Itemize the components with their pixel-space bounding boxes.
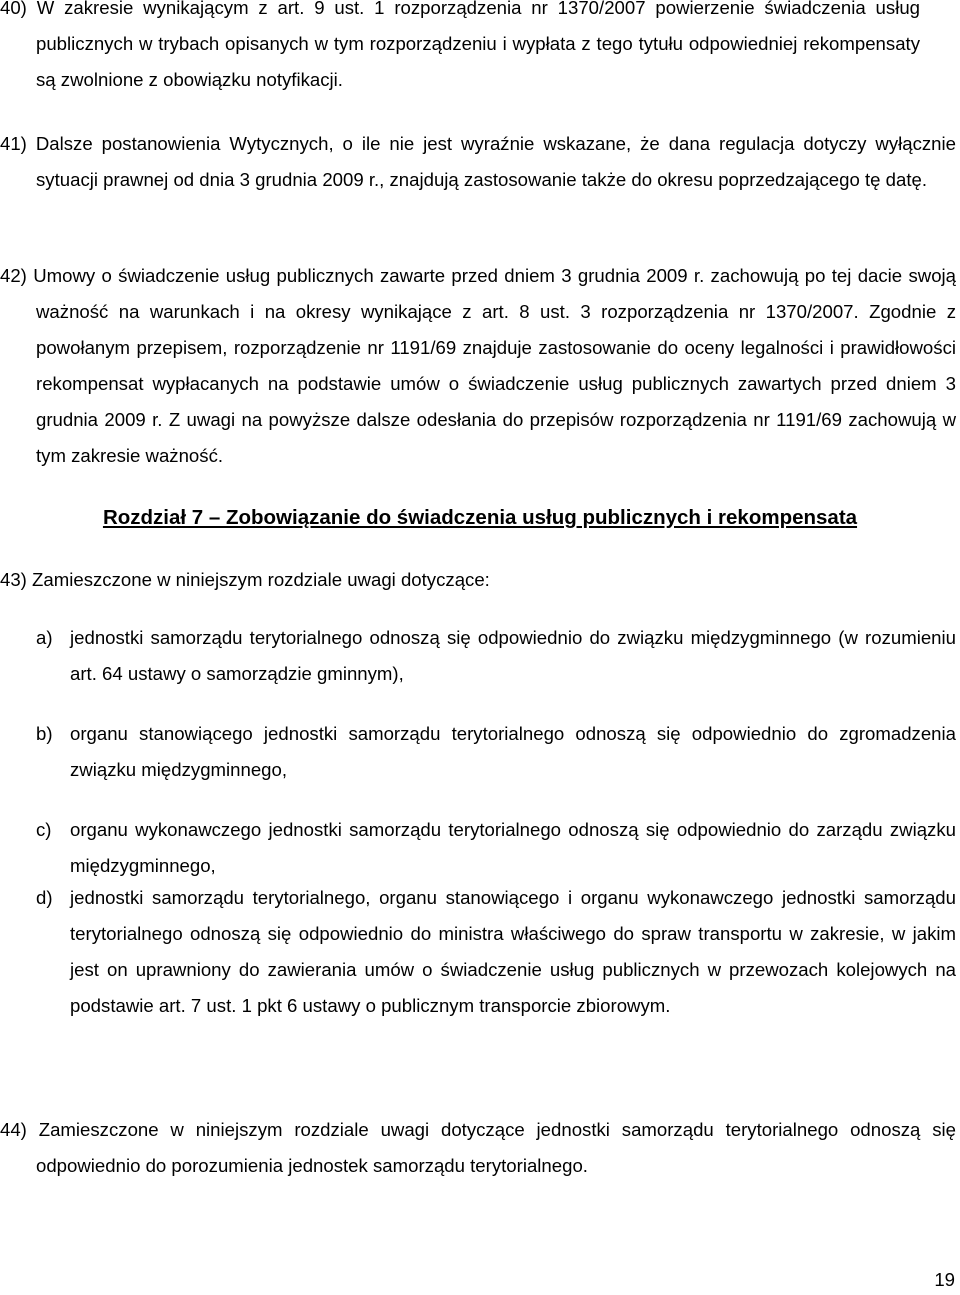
paragraph-number: 43) — [0, 569, 27, 590]
paragraph-43 — [0, 562, 956, 598]
sub-item-b — [36, 716, 956, 788]
chapter-heading: Rozdział 7 – Zobowiązanie do świadczenia usług publicznych i rekompensata — [102, 506, 858, 529]
sub-item-text: organu wykonawczego jednostki samorządu terytorialnego odnoszą się odpowiednio do zarządu związku międzygminnego, — [70, 819, 956, 876]
paragraph-number: 42) — [0, 265, 27, 286]
sub-item-letter: b) — [36, 723, 53, 744]
paragraph-number: 41) — [0, 133, 27, 154]
paragraph-40 — [0, 0, 920, 98]
paragraph-text: Zamieszczone w niniejszym rozdziale uwagi dotyczące jednostki samorządu terytorialnego odnoszą się odpowiednio do porozumienia jednostek samorządu terytorialnego. — [36, 1119, 956, 1176]
paragraph-text: Dalsze postanowienia Wytycznych, o ile nie jest wyraźnie wskazane, że dana regulacja dotyczy wyłącznie sytuacji prawnej od dnia 3 grudnia 2009 r., znajdują zastosowanie także do okresu poprzedzającego tę datę. — [35, 133, 956, 190]
sub-item-text: jednostki samorządu terytorialnego odnoszą się odpowiednio do związku międzygminnego (w rozumieniu art. 64 ustawy o samorządzie gminnym), — [70, 627, 956, 684]
sub-item-text: organu stanowiącego jednostki samorządu terytorialnego odnoszą się odpowiednio do zgromadzenia związku międzygminnego, — [70, 723, 956, 780]
paragraph-text: Zamieszczone w niniejszym rozdziale uwagi dotyczące: — [32, 569, 490, 590]
sub-item-c — [36, 812, 956, 884]
sub-item-letter: a) — [36, 627, 53, 648]
paragraph-number: 44) — [0, 1119, 27, 1140]
paragraph-number: 40) — [0, 0, 27, 18]
paragraph-41 — [0, 126, 956, 198]
paragraph-42 — [0, 258, 956, 474]
sub-item-a — [36, 620, 956, 692]
page-number: 19 — [934, 1269, 955, 1290]
sub-item-d — [36, 880, 956, 1024]
sub-item-text: jednostki samorządu terytorialnego, organu stanowiącego i organu wykonawczego jednostki samorządu terytorialnego odnoszą się odpowiednio do ministra właściwego do spraw transportu w zakresie, w jakim jest on uprawniony do zawierania umów o świadczenie usług publicznych w przewozach kolejowych na podstawie art. 7 ust. 1 pkt 6 ustawy o publicznym transporcie zbiorowym. — [70, 887, 956, 1016]
paragraph-text: Umowy o świadczenie usług publicznych zawarte przed dniem 3 grudnia 2009 r. zachowują po tej dacie swoją ważność na warunkach i na okresy wynikające z art. 8 ust. 3 rozporządzenia nr 1370/2007. Zgodnie z powołanym przepisem, rozporządzenie nr 1191/69 znajduje zastosowanie do oceny legalności i prawidłowości rekompensat wypłacanych na podstawie umów o świadczenie usług publicznych zawartych przed dniem 3 grudnia 2009 r. Z uwagi na powyższe dalsze odesłania do przepisów rozporządzenia nr 1191/69 zachowują w tym zakresie ważność. — [33, 265, 957, 466]
sub-item-letter: c) — [36, 819, 52, 840]
paragraph-text: W zakresie wynikającym z art. 9 ust. 1 rozporządzenia nr 1370/2007 powierzenie świadczenia usług publicznych w trybach opisanych w tym rozporządzeniu i wypłata z tego tytułu odpowiedniej rekompensaty są zwolnione z obowiązku notyfikacji. — [36, 0, 921, 90]
sub-item-letter: d) — [36, 887, 53, 908]
paragraph-44 — [0, 1112, 956, 1184]
